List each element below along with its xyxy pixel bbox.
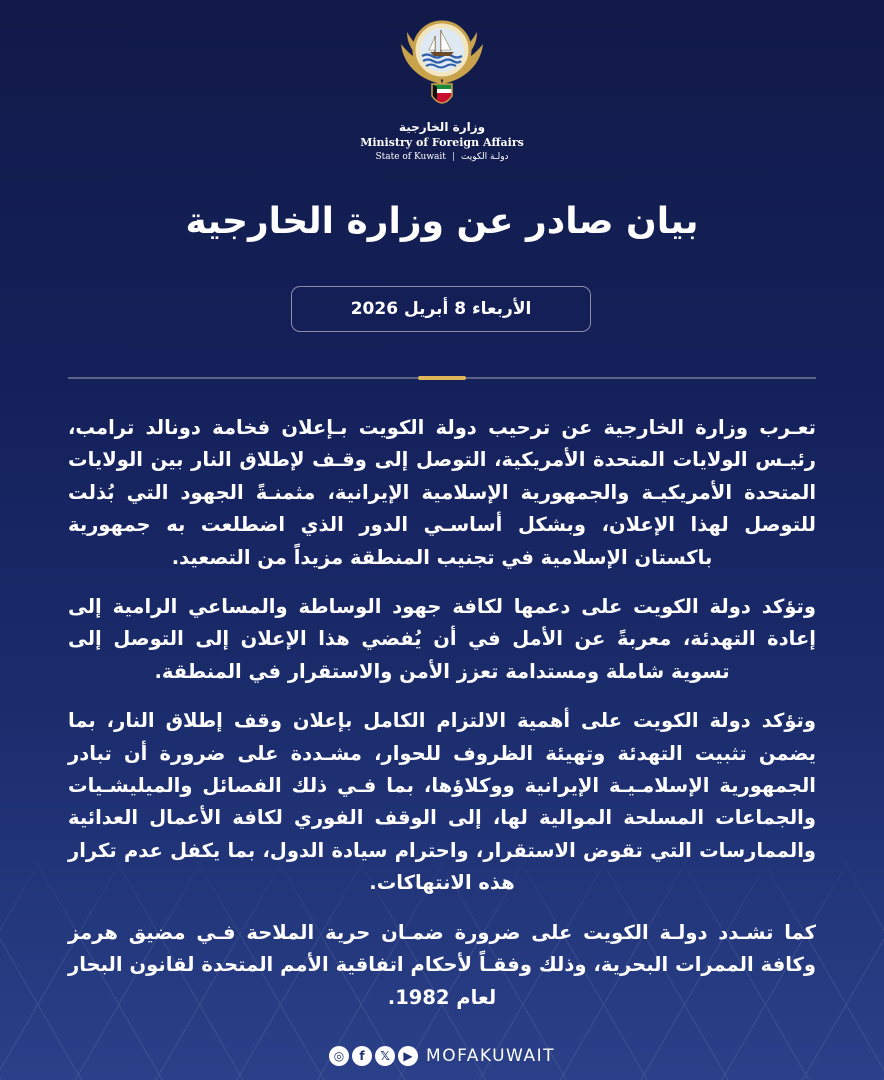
state-line: [375, 151, 508, 163]
state-english: State of Kuwait: [375, 152, 446, 162]
statement-paragraph-2: وتؤكد دولة الكويت على دعمها لكافة جهود الوساطة والمساعي الرامية إلى إعادة التهدئة، معربةً عن الأمل في أن يُفضي هذا الإعلان إلى التوصل إلى تسوية شاملة ومستدامة تعزز الأمن والاستقرار في المنطقة.: [68, 595, 816, 683]
youtube-icon[interactable]: ▶: [398, 1046, 418, 1066]
statement-body: [68, 412, 816, 1031]
state-arabic: دولـة الكويت: [460, 152, 509, 162]
divider-gold-accent: [418, 376, 466, 380]
state-separator: |: [451, 152, 455, 162]
org-name-arabic: وزارة الخارجية: [398, 120, 486, 134]
statement-date-box: [291, 286, 591, 332]
x-icon[interactable]: 𝕏: [375, 1046, 395, 1066]
statement-paragraph-1: تعـرب وزارة الخارجية عن ترحيب دولة الكويت بـإعلان فخامة دونالد ترامب، رئيـس الولايات المتحدة الأمريكية، التوصل إلى وقـف لإطلاق النار بين الولايات المتحدة الأمريكيـة والجمهورية الإسلامية الإيرانية، مثمنـةً الجهود التي بُذلت للتوصل لهذا الإعلان، وبشكل أساسـي الدور الذي اضطلعت به جمهورية باكستان الإسلامية في تجنيب المنطقة مزيداً من التصعيد.: [68, 416, 816, 569]
instagram-icon[interactable]: ◎: [329, 1046, 349, 1066]
statement-paragraph-3: وتؤكد دولة الكويت على أهمية الالتزام الكامل بإعلان وقف إطلاق النار، بما يضمن تثبيت التهدئة وتهيئة الظروف للحوار، مشـددة على ضرورة أن تبادر الجمهورية الإسلامـيـة الإيرانية ووكلاؤها، بما فـي ذلك الفصائل والميليشـيات والجماعات المسلحة الموالية لها، إلى الوقف الفوري لكافة الأعمال العدائية والممارسات التي تقوض الاستقرار، واحترام سيادة الدول، بما يكفل عدم تكرار هذه الانتهاكات.: [68, 709, 816, 895]
statement-title: بيان صادر عن وزارة الخارجية: [185, 201, 699, 242]
statement-paragraph-4: كما تشـدد دولـة الكويت على ضرورة ضمـان حرية الملاحة فـي مضيق هرمز وكافة الممرات البحرية، وذلك وفقـاً لأحكام اتفاقية الأمم المتحدة لقانون البحار لعام 1982.: [68, 920, 816, 1009]
social-handle[interactable]: MOFAKUWAIT: [426, 1046, 555, 1066]
kuwait-emblem-icon: [399, 14, 485, 112]
statement-date: الأربعاء 8 أبريل 2026: [350, 299, 532, 319]
social-footer: [0, 1046, 884, 1066]
facebook-icon[interactable]: f: [352, 1046, 372, 1066]
org-name-english: Ministry of Foreign Affairs: [360, 136, 524, 149]
ministry-logo: [0, 14, 884, 163]
